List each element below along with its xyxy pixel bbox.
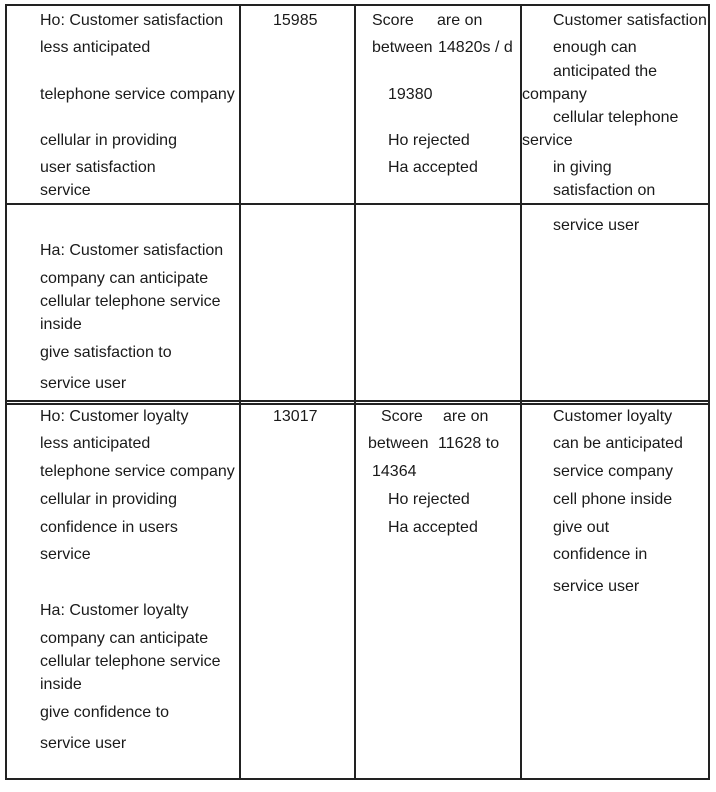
hypothesis-text: cellular telephone service [40,293,221,310]
hypothesis-text: telephone service company [40,86,235,103]
conclusion-text: confidence in [553,546,648,563]
column-divider [239,4,241,780]
conclusion-text: in giving [553,159,612,176]
column-divider [354,4,356,780]
conclusion-text: enough can [553,39,637,56]
result-text: between [368,435,429,452]
conclusion-text: cellular telephone [553,109,679,126]
result-text: Ho rejected [388,491,470,508]
conclusion-text: service user [553,217,640,234]
hypothesis-text: give confidence to [40,704,169,721]
hypothesis-text: user satisfaction [40,159,156,176]
row-divider [5,203,710,205]
hypothesis-text: Ho: Customer loyalty [40,408,189,425]
conclusion-text: Customer satisfaction [553,12,707,29]
hypothesis-text: company can anticipate [40,630,209,647]
conclusion-text: service [522,132,573,149]
hypothesis-text: service [40,546,91,563]
hypothesis-text: Ha: Customer loyalty [40,602,189,619]
result-text: 14364 [372,463,417,480]
hypothesis-text: confidence in users [40,519,178,536]
hypothesis-text: Ho: Customer satisfaction [40,12,224,29]
result-text: Ha accepted [388,159,478,176]
hypothesis-text: cellular in providing [40,132,177,149]
result-text: are on [437,12,483,29]
row-1-value: 15985 [273,12,318,29]
conclusion-text: anticipated the [553,63,658,80]
column-divider [520,4,522,780]
result-text: Score [381,408,423,425]
result-text: Score [372,12,414,29]
hypothesis-text: telephone service company [40,463,235,480]
hypothesis-text: give satisfaction to [40,344,172,361]
conclusion-text: cell phone inside [553,491,673,508]
hypothesis-text: service user [40,375,127,392]
result-text: between [372,39,433,56]
row-divider [5,400,710,402]
hypothesis-text: Ha: Customer satisfaction [40,242,224,259]
conclusion-text: satisfaction on [553,182,656,199]
hypothesis-text: inside [40,316,82,333]
conclusion-text: service company [553,463,674,480]
hypothesis-text: less anticipated [40,39,151,56]
conclusion-text: company [522,86,587,103]
conclusion-text: can be anticipated [553,435,683,452]
row-2-value: 13017 [273,408,318,425]
hypothesis-text: company can anticipate [40,270,209,287]
conclusion-text: Customer loyalty [553,408,673,425]
table-border-right [708,4,710,780]
result-text: 11628 to [438,435,500,452]
hypothesis-text: cellular telephone service [40,653,221,670]
result-text: 19380 [388,86,433,103]
result-text: Ha accepted [388,519,478,536]
result-text: 14820s / d [438,39,513,56]
table-border-top [5,4,710,6]
result-text: Ho rejected [388,132,470,149]
hypothesis-text: service [40,182,91,199]
table-border-bottom [5,778,710,780]
row-divider [5,403,710,405]
hypothesis-text: service user [40,735,127,752]
hypothesis-text: less anticipated [40,435,151,452]
hypothesis-text: cellular in providing [40,491,177,508]
conclusion-text: give out [553,519,610,536]
result-text: are on [443,408,489,425]
table-border-left [5,4,7,780]
conclusion-text: service user [553,578,640,595]
hypothesis-text: inside [40,676,82,693]
